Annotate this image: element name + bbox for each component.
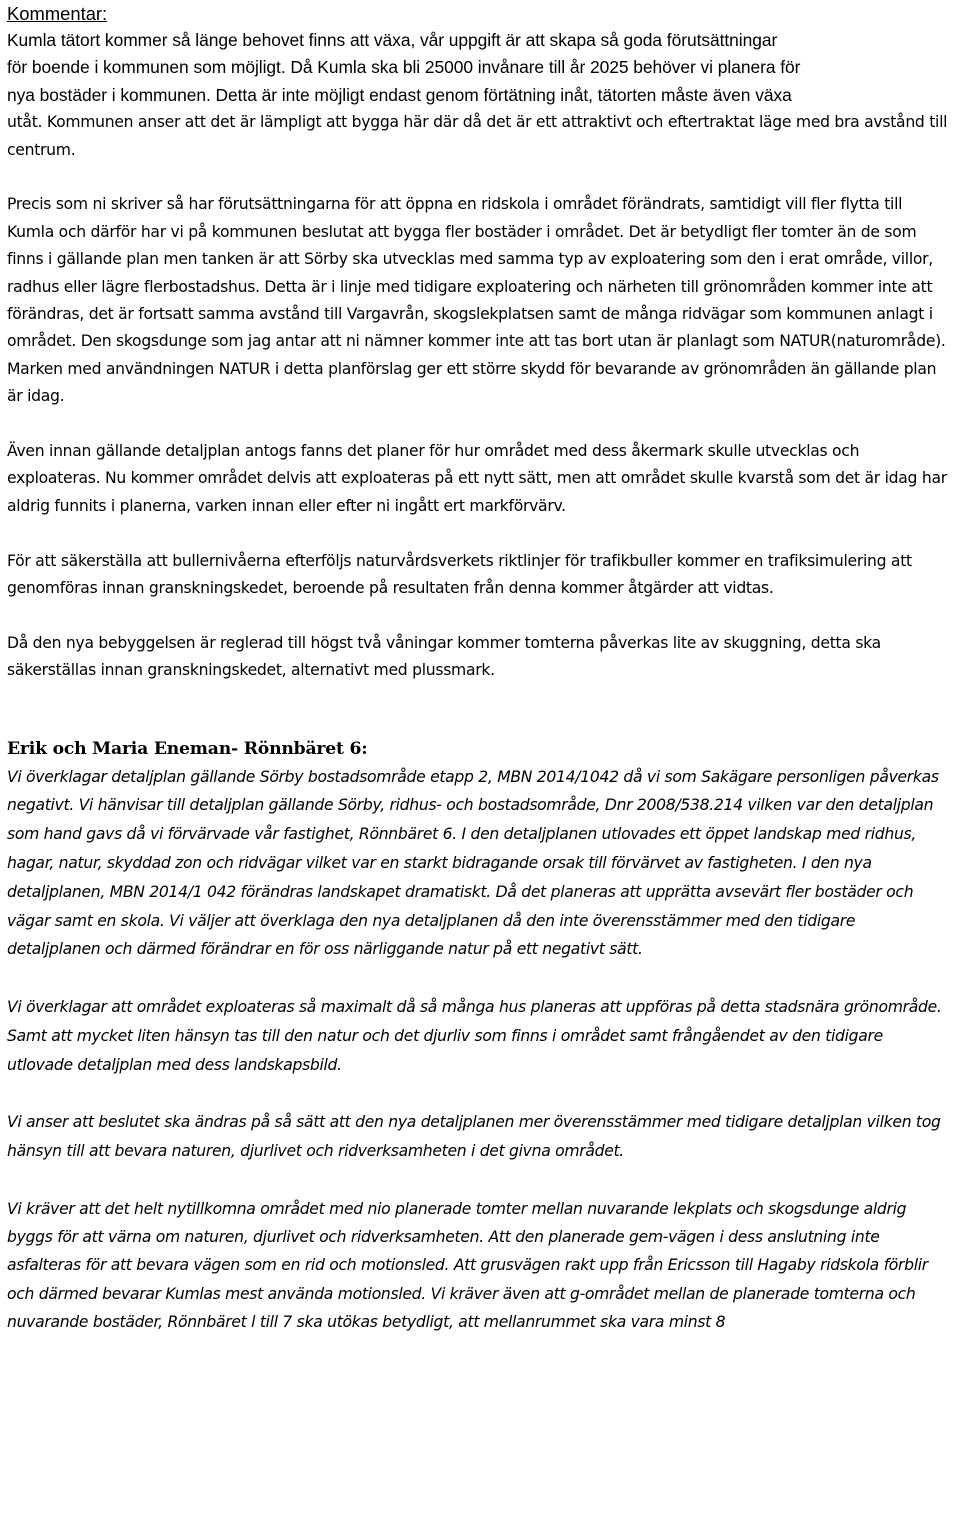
objection-paragraph-2: Vi överklagar att området exploateras så maximalt då så många hus planeras att uppföras på detta stadsnära grönområde. Samt att mycket liten hänsyn tas till den natur och det djurliv som finns i området samt frångåendet av den tidigare utlovade detaljplan med dess landskapsbild.: [7, 998, 942, 1074]
objection-title: Erik och Maria Eneman- Rönnbäret 6:: [7, 738, 368, 759]
comment-paragraph-2: Även innan gällande detaljplan antogs fanns det planer för hur området med dess åkermark skulle utvecklas och exploateras. Nu kommer området delvis att exploateras på ett nytt sätt, men att området skulle kvarstå som det är idag har aldrig funnits i planerna, varken innan eller efter ni ingått ert markförvärv.: [7, 442, 947, 515]
comment-intro-tail: utåt. Kommunen anser att det är lämpligt att bygga här där då det är ett attraktivt och eftertraktat läge med bra avstånd till centrum.: [7, 113, 948, 159]
comment-intro-line-1: Kumla tätort kommer så länge behovet finns att växa, vår uppgift är att skapa så goda förutsättningar: [7, 30, 778, 50]
comment-heading: Kommentar:: [7, 3, 108, 24]
objection-paragraph-4: Vi kräver att det helt nytillkomna området med nio planerade tomter mellan nuvarande lekplats och skogsdunge aldrig byggs för att värna om naturen, djurlivet och ridverksamheten. Att den planerade gem-vägen i dess anslutning inte asfalteras för att bevara vägen som en rid och motionsled. Att grusvägen rakt upp från Ericsson till Hagaby ridskola förblir och därmed bevarar Kumlas mest använda motionsled. Vi kräver även att g-området mellan de planerade tomterna och nuvarande bostäder, Rönnbäret l till 7 ska utökas betydligt, att mellanrummet ska vara minst 8: [7, 1199, 928, 1331]
document-page: [7, 0, 953, 1336]
comment-paragraph-1: Precis som ni skriver så har förutsättningarna för att öppna en ridskola i området förändrats, samtidigt vill fler flytta till Kumla och därför har vi på kommunen beslutat att bygga fler bostäder i området. Det är betydligt fler tomter än de som finns i gällande plan men tanken är att Sörby ska utvecklas med samma typ av exploatering som den i erat område, villor, radhus eller lägre flerbostadshus. Detta är i linje med tidigare exploatering och närheten till grönområden kommer inte att förändras, det är fortsatt samma avstånd till Vargavrån, skogslekplatsen samt de många ridvägar som kommunen anlagt i området. Den skogsdunge som jag antar att ni nämner kommer inte att tas bort utan är planlagt som NATUR(naturområde). Marken med användningen NATUR i detta planförslag ger ett större skydd för bevarande av grönområden än gällande plan är idag.: [7, 195, 946, 406]
objection-paragraph-1: Vi överklagar detaljplan gällande Sörby bostadsområde etapp 2, MBN 2014/1042 då vi som Sakägare personligen påverkas negativt. Vi hänvisar till detaljplan gällande Sörby, ridhus- och bostadsområde, Dnr 2008/538.214 vilken var den detaljplan som hand gavs då vi förvärvade vår fastighet, Rönnbäret 6. I den detaljplanen utlovades ett öppet landskap med ridhus, hagar, natur, skyddad zon och ridvägar vilket var en starkt bidragande orsak till förvärvet av fastigheten. I den nya detaljplanen, MBN 2014/1 042 förändras landskapet dramatiskt. Då det planeras att upprätta avsevärt fler bostäder och vägar samt en skola. Vi väljer att överklaga den nya detaljplanen då den inte överensstämmer med den tidigare detaljplanen och därmed förändrar en för oss närliggande natur på ett negativt sätt.: [7, 767, 939, 959]
comment-intro-line-2: för boende i kommunen som möjligt. Då Kumla ska bli 25000 invånare till år 2025 behöver vi planera för: [7, 57, 801, 78]
comment-paragraph-4: Då den nya bebyggelsen är reglerad till högst två våningar kommer tomterna påverkas lite av skuggning, detta ska säkerställas innan granskningskedet, alternativt med plussmark.: [7, 633, 881, 680]
comment-paragraph-3: För att säkerställa att bullernivåerna efterföljs naturvårdsverkets riktlinjer för trafikbuller kommer en trafiksimulering att genomföras innan granskningskedet, beroende på resultaten från denna kommer åtgärder att vidtas.: [7, 551, 912, 598]
comment-intro-line-3: nya bostäder i kommunen. Detta är inte möjligt endast genom förtätning inåt, tätorten måste även växa: [7, 84, 792, 105]
objection-paragraph-3: Vi anser att beslutet ska ändras på så sätt att den nya detaljplanen mer överensstämmer med tidigare detaljplan vilken tog hänsyn till att bevara naturen, djurlivet och ridverksamheten i det givna området.: [7, 1113, 941, 1161]
